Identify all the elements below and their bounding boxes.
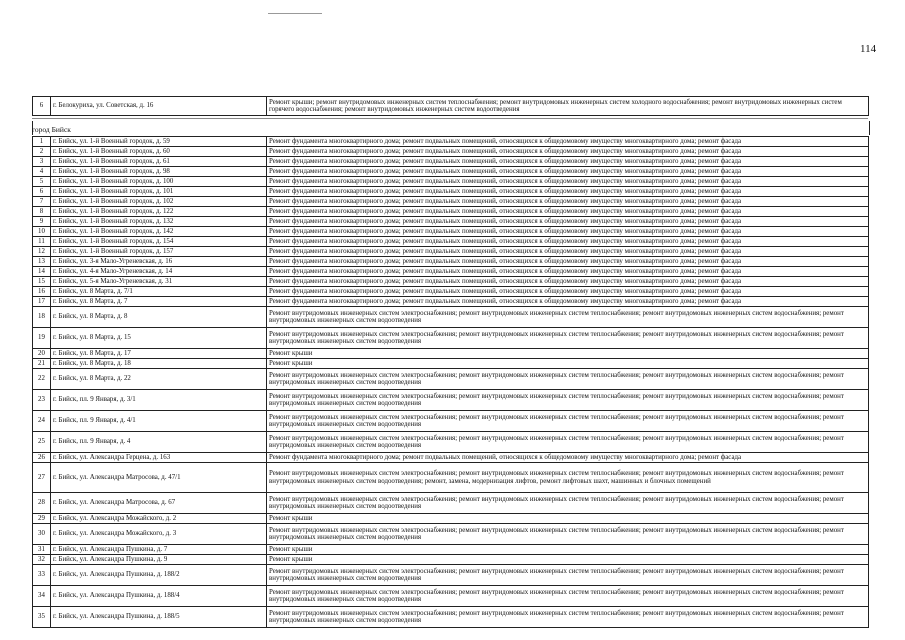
row-works: Ремонт крыши <box>267 545 869 555</box>
table-row <box>33 359 869 369</box>
row-address: г. Бийск, ул. 1-й Военный городок, д. 157 <box>51 247 267 257</box>
table-row <box>33 411 869 432</box>
row-works: Ремонт фундамента многоквартирного дома; ремонт подвальных помещений, относящихся к общедомовому имуществу многоквартирного дома; ремонт фасада <box>267 177 869 187</box>
row-address: г. Бийск, ул. Александра Пушкина, д. 188/4 <box>51 586 267 607</box>
row-works: Ремонт внутридомовых инженерных систем электроснабжения; ремонт внутридомовых инженерных систем теплоснабжения; ремонт внутридомовых инженерных систем водоснабжения; ремонт внутридомовых инженерных систем водоотведения <box>267 586 869 607</box>
main-table <box>32 136 869 628</box>
row-address: г. Бийск, ул. 1-й Военный городок, д. 132 <box>51 217 267 227</box>
table-row <box>33 247 869 257</box>
row-works: Ремонт фундамента многоквартирного дома; ремонт подвальных помещений, относящихся к общедомовому имуществу многоквартирного дома; ремонт фасада <box>267 247 869 257</box>
row-number: 20 <box>33 349 51 359</box>
row-number: 33 <box>33 565 51 586</box>
row-number: 23 <box>33 390 51 411</box>
row-works: Ремонт внутридомовых инженерных систем электроснабжения; ремонт внутридомовых инженерных систем теплоснабжения; ремонт внутридомовых инженерных систем водоснабжения; ремонт внутридомовых инженерных систем водоотведения <box>267 328 869 349</box>
table-row <box>33 586 869 607</box>
row-works: Ремонт внутридомовых инженерных систем электроснабжения; ремонт внутридомовых инженерных систем теплоснабжения; ремонт внутридомовых инженерных систем водоснабжения; ремонт внутридомовых инженерных систем водоотведения <box>267 390 869 411</box>
row-address: г. Бийск, ул. 4-я Мало-Угреневская, д. 14 <box>51 267 267 277</box>
row-number: 21 <box>33 359 51 369</box>
row-number: 12 <box>33 247 51 257</box>
row-number: 22 <box>33 369 51 390</box>
row-number: 18 <box>33 307 51 328</box>
table-row <box>33 187 869 197</box>
row-address: г. Бийск, ул. Александра Пушкина, д. 188/5 <box>51 607 267 628</box>
row-address: г. Бийск, ул. 1-й Военный городок, д. 61 <box>51 157 267 167</box>
table-row <box>33 514 869 524</box>
table-row <box>33 432 869 453</box>
row-address: г. Бийск, ул. Александра Матросова, д. 67 <box>51 493 267 514</box>
row-address: г. Бийск, ул. 3-я Мало-Угреневская, д. 16 <box>51 257 267 267</box>
row-number: 34 <box>33 586 51 607</box>
row-number: 27 <box>33 463 51 493</box>
row-works: Ремонт фундамента многоквартирного дома; ремонт подвальных помещений, относящихся к общедомовому имуществу многоквартирного дома; ремонт фасада <box>267 287 869 297</box>
row-works: Ремонт фундамента многоквартирного дома; ремонт подвальных помещений, относящихся к общедомовому имуществу многоквартирного дома; ремонт фасада <box>267 137 869 147</box>
section-box <box>32 121 870 135</box>
row-address: г. Бийск, ул. Александра Пушкина, д. 7 <box>51 545 267 555</box>
row-address: г. Бийск, ул. 1-й Военный городок, д. 59 <box>51 137 267 147</box>
row-works: Ремонт внутридомовых инженерных систем электроснабжения; ремонт внутридомовых инженерных систем теплоснабжения; ремонт внутридомовых инженерных систем водоснабжения; ремонт внутридомовых инженерных систем водоотведения <box>267 369 869 390</box>
row-address: г. Бийск, ул. 1-й Военный городок, д. 142 <box>51 227 267 237</box>
row-number: 13 <box>33 257 51 267</box>
row-number: 3 <box>33 157 51 167</box>
table-row <box>33 217 869 227</box>
row-works: Ремонт крыши <box>267 555 869 565</box>
row-address: г. Бийск, ул. 1-й Военный городок, д. 60 <box>51 147 267 157</box>
table-row <box>33 177 869 187</box>
table-row <box>33 307 869 328</box>
table-row <box>33 565 869 586</box>
row-number: 6 <box>33 187 51 197</box>
row-address: г. Бийск, ул. 8 Марта, д. 8 <box>51 307 267 328</box>
top-table <box>32 96 869 116</box>
row-works: Ремонт крыши <box>267 514 869 524</box>
table-row <box>33 147 869 157</box>
row-number: 29 <box>33 514 51 524</box>
row-works: Ремонт фундамента многоквартирного дома; ремонт подвальных помещений, относящихся к общедомовому имуществу многоквартирного дома; ремонт фасада <box>267 157 869 167</box>
row-address: г. Бийск, ул. 8 Марта, д. 22 <box>51 369 267 390</box>
table-row <box>33 167 869 177</box>
table-row <box>33 157 869 167</box>
row-address: г. Бийск, пл. 9 Января, д. 4 <box>51 432 267 453</box>
row-address: г. Бийск, ул. 1-й Военный городок, д. 98 <box>51 167 267 177</box>
row-number: 26 <box>33 453 51 463</box>
row-works: Ремонт фундамента многоквартирного дома; ремонт подвальных помещений, относящихся к общедомовому имуществу многоквартирного дома; ремонт фасада <box>267 227 869 237</box>
row-number: 10 <box>33 227 51 237</box>
top-rule <box>268 13 322 14</box>
row-address: г. Бийск, ул. Александра Матросова, д. 47/1 <box>51 463 267 493</box>
row-address: г. Белокуриха, ул. Советская, д. 16 <box>51 97 267 116</box>
row-number: 35 <box>33 607 51 628</box>
row-number: 16 <box>33 287 51 297</box>
row-number: 4 <box>33 167 51 177</box>
row-address: г. Бийск, ул. 1-й Военный городок, д. 102 <box>51 197 267 207</box>
table-row <box>33 267 869 277</box>
table-row <box>33 207 869 217</box>
table-row <box>33 524 869 545</box>
section-title: город Бийск <box>32 125 71 134</box>
row-works: Ремонт внутридомовых инженерных систем электроснабжения; ремонт внутридомовых инженерных систем теплоснабжения; ремонт внутридомовых инженерных систем водоснабжения; ремонт внутридомовых инженерных систем водоотведения <box>267 565 869 586</box>
row-number: 2 <box>33 147 51 157</box>
row-works: Ремонт фундамента многоквартирного дома; ремонт подвальных помещений, относящихся к общедомовому имуществу многоквартирного дома; ремонт фасада <box>267 277 869 287</box>
row-works: Ремонт крыши; ремонт внутридомовых инженерных систем теплоснабжения; ремонт внутридомовых инженерных систем холодного водоснабжения; ремонт внутридомовых инженерных систем горячего водоснабжения; ремонт внутридомовых инженерных систем водоотведения <box>267 97 869 116</box>
table-row <box>33 555 869 565</box>
row-address: г. Бийск, ул. Александра Можайского, д. 2 <box>51 514 267 524</box>
table-row <box>33 137 869 147</box>
main-table-body <box>33 137 869 628</box>
table-row <box>33 545 869 555</box>
row-works: Ремонт фундамента многоквартирного дома; ремонт подвальных помещений, относящихся к общедомовому имуществу многоквартирного дома; ремонт фасада <box>267 197 869 207</box>
row-number: 6 <box>33 97 51 116</box>
row-number: 5 <box>33 177 51 187</box>
row-works: Ремонт внутридомовых инженерных систем электроснабжения; ремонт внутридомовых инженерных систем теплоснабжения; ремонт внутридомовых инженерных систем водоснабжения; ремонт внутридомовых инженерных систем водоотведения <box>267 607 869 628</box>
table-row <box>33 390 869 411</box>
table-row <box>33 493 869 514</box>
row-works: Ремонт внутридомовых инженерных систем электроснабжения; ремонт внутридомовых инженерных систем теплоснабжения; ремонт внутридомовых инженерных систем водоснабжения; ремонт внутридомовых инженерных систем водоотведения; ремонт, замена, модернизация лифтов, ремонт лифтовых шахт, машинных и блочных помещений <box>267 463 869 493</box>
row-number: 15 <box>33 277 51 287</box>
row-works: Ремонт крыши <box>267 349 869 359</box>
table-row <box>33 277 869 287</box>
table-row <box>33 237 869 247</box>
row-number: 25 <box>33 432 51 453</box>
table-row <box>33 227 869 237</box>
row-number: 24 <box>33 411 51 432</box>
row-works: Ремонт фундамента многоквартирного дома; ремонт подвальных помещений, относящихся к общедомовому имуществу многоквартирного дома; ремонт фасада <box>267 257 869 267</box>
row-works: Ремонт фундамента многоквартирного дома; ремонт подвальных помещений, относящихся к общедомовому имуществу многоквартирного дома; ремонт фасада <box>267 147 869 157</box>
row-address: г. Бийск, ул. 8 Марта, д. 7 <box>51 297 267 307</box>
row-address: г. Бийск, ул. Александра Герцена, д. 163 <box>51 453 267 463</box>
row-works: Ремонт фундамента многоквартирного дома; ремонт подвальных помещений, относящихся к общедомовому имуществу многоквартирного дома; ремонт фасада <box>267 237 869 247</box>
row-works: Ремонт крыши <box>267 359 869 369</box>
row-number: 31 <box>33 545 51 555</box>
row-number: 14 <box>33 267 51 277</box>
row-address: г. Бийск, ул. 1-й Военный городок, д. 101 <box>51 187 267 197</box>
row-works: Ремонт внутридомовых инженерных систем электроснабжения; ремонт внутридомовых инженерных систем теплоснабжения; ремонт внутридомовых инженерных систем водоснабжения; ремонт внутридомовых инженерных систем водоотведения <box>267 493 869 514</box>
row-number: 17 <box>33 297 51 307</box>
row-address: г. Бийск, ул. 1-й Военный городок, д. 154 <box>51 237 267 247</box>
row-address: г. Бийск, ул. Александра Пушкина, д. 9 <box>51 555 267 565</box>
row-works: Ремонт фундамента многоквартирного дома; ремонт подвальных помещений, относящихся к общедомовому имуществу многоквартирного дома; ремонт фасада <box>267 297 869 307</box>
row-number: 8 <box>33 207 51 217</box>
row-address: г. Бийск, пл. 9 Января, д. 4/1 <box>51 411 267 432</box>
row-number: 32 <box>33 555 51 565</box>
row-number: 11 <box>33 237 51 247</box>
table-row <box>33 197 869 207</box>
page-number: 114 <box>860 43 877 55</box>
row-number: 19 <box>33 328 51 349</box>
row-address: г. Бийск, пл. 9 Января, д. 3/1 <box>51 390 267 411</box>
row-works: Ремонт фундамента многоквартирного дома; ремонт подвальных помещений, относящихся к общедомовому имуществу многоквартирного дома; ремонт фасада <box>267 187 869 197</box>
row-works: Ремонт фундамента многоквартирного дома; ремонт подвальных помещений, относящихся к общедомовому имуществу многоквартирного дома; ремонт фасада <box>267 207 869 217</box>
row-address: г. Бийск, ул. 5-я Мало-Угреневская, д. 31 <box>51 277 267 287</box>
row-works: Ремонт внутридомовых инженерных систем электроснабжения; ремонт внутридомовых инженерных систем теплоснабжения; ремонт внутридомовых инженерных систем водоснабжения; ремонт внутридомовых инженерных систем водоотведения <box>267 432 869 453</box>
row-works: Ремонт фундамента многоквартирного дома; ремонт подвальных помещений, относящихся к общедомовому имуществу многоквартирного дома; ремонт фасада <box>267 267 869 277</box>
table-row <box>33 97 869 116</box>
row-works: Ремонт внутридомовых инженерных систем электроснабжения; ремонт внутридомовых инженерных систем теплоснабжения; ремонт внутридомовых инженерных систем водоснабжения; ремонт внутридомовых инженерных систем водоотведения <box>267 411 869 432</box>
table-row <box>33 297 869 307</box>
divider <box>32 118 868 119</box>
table-row <box>33 453 869 463</box>
row-address: г. Бийск, ул. 1-й Военный городок, д. 122 <box>51 207 267 217</box>
row-number: 30 <box>33 524 51 545</box>
table-row <box>33 369 869 390</box>
row-works: Ремонт фундамента многоквартирного дома; ремонт подвальных помещений, относящихся к общедомовому имуществу многоквартирного дома; ремонт фасада <box>267 167 869 177</box>
row-address: г. Бийск, ул. Александра Пушкина, д. 188/2 <box>51 565 267 586</box>
row-number: 7 <box>33 197 51 207</box>
row-number: 9 <box>33 217 51 227</box>
row-number: 28 <box>33 493 51 514</box>
table-row <box>33 463 869 493</box>
row-address: г. Бийск, ул. 8 Марта, д. 15 <box>51 328 267 349</box>
row-works: Ремонт внутридомовых инженерных систем электроснабжения; ремонт внутридомовых инженерных систем теплоснабжения; ремонт внутридомовых инженерных систем водоснабжения; ремонт внутридомовых инженерных систем водоотведения <box>267 524 869 545</box>
row-address: г. Бийск, ул. 8 Марта, д. 18 <box>51 359 267 369</box>
table-row <box>33 328 869 349</box>
row-address: г. Бийск, ул. 8 Марта, д. 7/1 <box>51 287 267 297</box>
row-address: г. Бийск, ул. 1-й Военный городок, д. 100 <box>51 177 267 187</box>
row-address: г. Бийск, ул. 8 Марта, д. 17 <box>51 349 267 359</box>
table-row <box>33 349 869 359</box>
row-works: Ремонт внутридомовых инженерных систем электроснабжения; ремонт внутридомовых инженерных систем теплоснабжения; ремонт внутридомовых инженерных систем водоснабжения; ремонт внутридомовых инженерных систем водоотведения <box>267 307 869 328</box>
table-row <box>33 287 869 297</box>
table-row <box>33 257 869 267</box>
table-row <box>33 607 869 628</box>
row-address: г. Бийск, ул. Александра Можайского, д. 3 <box>51 524 267 545</box>
row-works: Ремонт фундамента многоквартирного дома; ремонт подвальных помещений, относящихся к общедомовому имуществу многоквартирного дома; ремонт фасада <box>267 217 869 227</box>
row-number: 1 <box>33 137 51 147</box>
row-works: Ремонт фундамента многоквартирного дома; ремонт подвальных помещений, относящихся к общедомовому имуществу многоквартирного дома; ремонт фасада <box>267 453 869 463</box>
